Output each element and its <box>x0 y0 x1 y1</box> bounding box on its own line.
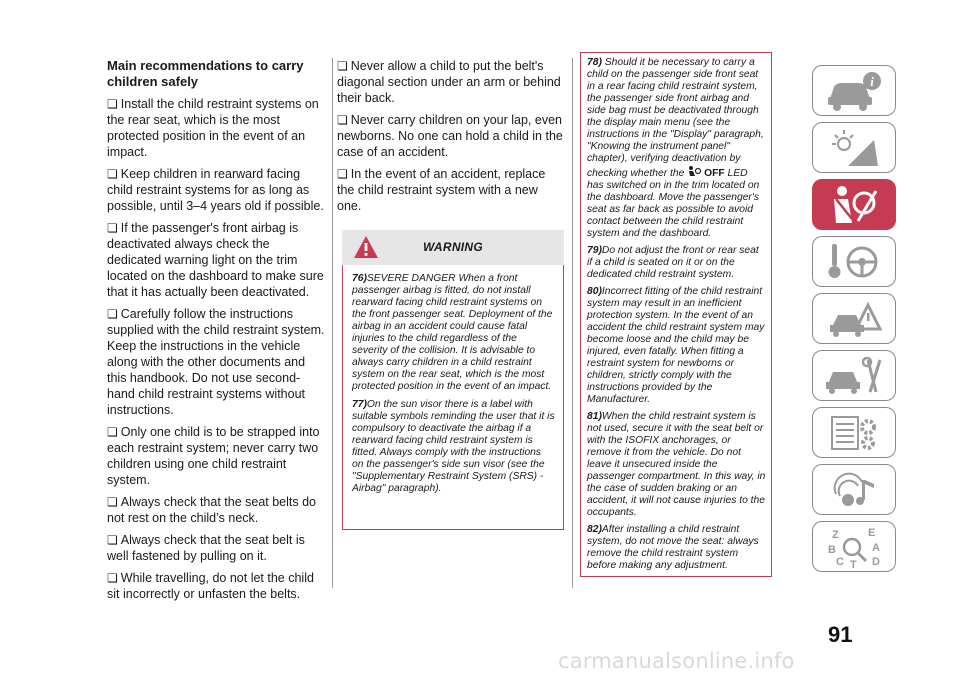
right-notes-box <box>580 52 772 577</box>
note-number: 76) <box>352 273 367 284</box>
note-item <box>352 399 555 495</box>
page-number: 91 <box>828 622 853 647</box>
middle-bullet-list <box>337 58 565 214</box>
left-column <box>107 58 327 608</box>
note-text: After installing a child restraint system, do not move the seat: always remove the child restraint system before making any adjustment. <box>587 524 759 571</box>
bullet-text: Install the child restraint systems on the rear seat, which is the most protected position in the event of an impact. <box>107 97 319 159</box>
svg-text:i: i <box>870 73 874 89</box>
tab-starting-driving[interactable] <box>812 236 896 287</box>
checkbox-bullet-icon: ❏ <box>337 59 348 73</box>
note-text: On the sun visor there is a label with suitable symbols reminding the user that it is compulsory to deactivate the airbag if a rearward facing child restraint system is fitted. Always comply with the instructions on the passenger's side sun visor (see the "Supplementary Restraint System (SRS) - Airbag" paragraph). <box>352 399 555 494</box>
note-number: 81) <box>587 411 602 422</box>
note-item <box>587 524 766 572</box>
note-text: Should it be necessary to carry a child on the passenger side front seat in a rear facing child restraint system, the passenger side front airbag and side bag must be deactivated through the display main menu (see the instructions in the "Display" paragraph, "Knowing the instrument panel" chapter), verifying deactivation by checking whether the <box>587 57 764 179</box>
note-item <box>587 245 766 281</box>
bullet-item <box>107 220 327 300</box>
left-bullet-list <box>107 96 327 602</box>
bullet-item <box>107 166 327 214</box>
warning-box <box>342 230 564 530</box>
off-label: OFF <box>704 168 725 179</box>
bullet-item <box>337 58 565 106</box>
bullet-item <box>337 112 565 160</box>
note-78 <box>587 57 766 240</box>
index-letter: Z <box>832 528 839 541</box>
checkbox-bullet-icon: ❏ <box>107 495 118 509</box>
bullet-text: Always check that the seat belt is well fastened by pulling on it. <box>107 533 305 563</box>
bullet-item <box>107 424 327 488</box>
passenger-airbag-icon <box>687 165 701 179</box>
bullet-text: Never carry children on your lap, even newborns. No one can hold a child in the case of an accident. <box>337 113 563 159</box>
car-wrench-icon <box>822 354 886 398</box>
tab-multimedia[interactable] <box>812 464 896 515</box>
bullet-item <box>107 532 327 564</box>
bullet-text: In the event of an accident, replace the child restraint system with a new one. <box>337 167 546 213</box>
tab-maintenance[interactable] <box>812 350 896 401</box>
note-item <box>587 286 766 406</box>
tab-dashboard-lights[interactable] <box>812 122 896 173</box>
seatbelt-airbag-icon <box>822 183 886 227</box>
checkbox-bullet-icon: ❏ <box>107 533 118 547</box>
note-number: 82) <box>587 524 602 535</box>
bullet-text: While travelling, do not let the child sit incorrectly or unfasten the belts. <box>107 571 314 601</box>
bullet-text: Never allow a child to put the belt's diagonal section under an arm or behind their back. <box>337 59 561 105</box>
bullet-text: If the passenger's front airbag is deactivated always check the dedicated warning light on the trim located on the dashboard to make sure that it has actually been deactivated. <box>107 221 324 299</box>
note-text: Incorrect fitting of the child restraint system may result in an inefficient protection system. In the event of an accident the child restraint system may become loose and the child may be injured, even fatally. When fitting a restraint system for newborns or children, strictly comply with the instructions provided by the Manufacturer. <box>587 286 765 405</box>
bullet-item <box>107 306 327 418</box>
note-text: Do not adjust the front or rear seat if a child is seated on it or on the dedicated child restraint system. <box>587 245 759 280</box>
note-text: LED has switched on in the trim located on the dashboard. Move the passenger's seat as far back as possible to avoid contact between the child restraint system and the dashboard. <box>587 168 760 239</box>
bullet-item <box>107 570 327 602</box>
note-number: 77) <box>352 399 367 410</box>
tab-car-info[interactable] <box>812 65 896 116</box>
checkbox-bullet-icon: ❏ <box>107 425 118 439</box>
note-item <box>587 411 766 519</box>
section-heading: Main recommendations to carry children safely <box>107 58 304 89</box>
column-divider <box>572 58 573 588</box>
bullet-item <box>337 166 565 214</box>
middle-column <box>337 58 565 220</box>
note-text: SEVERE DANGER When a front passenger airbag is fitted, do not install rearward facing child restraint systems on the front passenger seat. Deployment of the airbag in an accident could cause fatal injuries to the child regardless of the severity of the collision. It is advisable to always carry children in a child restraint system on the rear seat, which is the most protected position in the event of an impact. <box>352 273 553 392</box>
checkbox-bullet-icon: ❏ <box>107 571 118 585</box>
bullet-text: Carefully follow the instructions supplied with the child restraint system. Keep the instructions in the vehicle along with the other documents and this handbook. Do not use second-hand child restraint systems without instructions. <box>107 307 325 417</box>
chapter-sidebar <box>812 65 896 578</box>
index-letter: C <box>836 555 844 568</box>
bullet-item <box>107 494 327 526</box>
warning-triangle-car-icon <box>822 297 886 341</box>
index-letter: E <box>868 526 876 539</box>
warning-title: WARNING <box>422 240 484 254</box>
checkbox-bullet-icon: ❏ <box>107 307 118 321</box>
checkbox-bullet-icon: ❏ <box>337 167 348 181</box>
tab-index[interactable] <box>812 521 896 572</box>
warning-header <box>342 230 564 265</box>
checkbox-bullet-icon: ❏ <box>107 221 118 235</box>
tab-safety[interactable] <box>812 179 896 230</box>
note-number: 79) <box>587 245 602 256</box>
car-info-icon <box>822 69 886 113</box>
bullet-item <box>107 96 327 160</box>
note-item <box>352 273 555 393</box>
tab-technical-specs[interactable] <box>812 407 896 458</box>
key-steering-wheel-icon <box>822 240 886 284</box>
specs-gears-icon <box>822 411 886 455</box>
note-number: 78) <box>587 57 602 68</box>
watermark: carmanualsonline.info <box>558 649 795 673</box>
index-letter: A <box>872 541 880 554</box>
note-number: 80) <box>587 286 602 297</box>
bullet-text: Only one child is to be strapped into each restraint system; never carry two children using one child restraint system. <box>107 425 320 487</box>
warning-notes <box>342 265 564 530</box>
bullet-text: Always check that the seat belts do not rest on the child’s neck. <box>107 495 317 525</box>
right-notes-list <box>587 245 766 572</box>
note-text: When the child restraint system is not used, secure it with the seat belt or with the ISOFIX anchorages, or remove it from the vehicle. Do not leave it unsecured inside the passenger compartment. In this way, in the case of sudden braking or an accident, it will not cause injuries to the occupants. <box>587 411 766 518</box>
tab-emergency[interactable] <box>812 293 896 344</box>
checkbox-bullet-icon: ❏ <box>337 113 348 127</box>
alphabetical-index-icon <box>822 525 886 569</box>
multimedia-icon <box>822 468 886 512</box>
checkbox-bullet-icon: ❏ <box>107 97 118 111</box>
bullet-text: Keep children in rearward facing child restraint systems for as long as possible, until 3–4 years old if possible. <box>107 167 324 213</box>
index-letter: T <box>850 558 857 569</box>
index-letter: D <box>872 555 880 568</box>
index-letter: B <box>828 543 836 556</box>
dashboard-lights-icon <box>822 126 886 170</box>
column-divider <box>332 58 333 588</box>
checkbox-bullet-icon: ❏ <box>107 167 118 181</box>
